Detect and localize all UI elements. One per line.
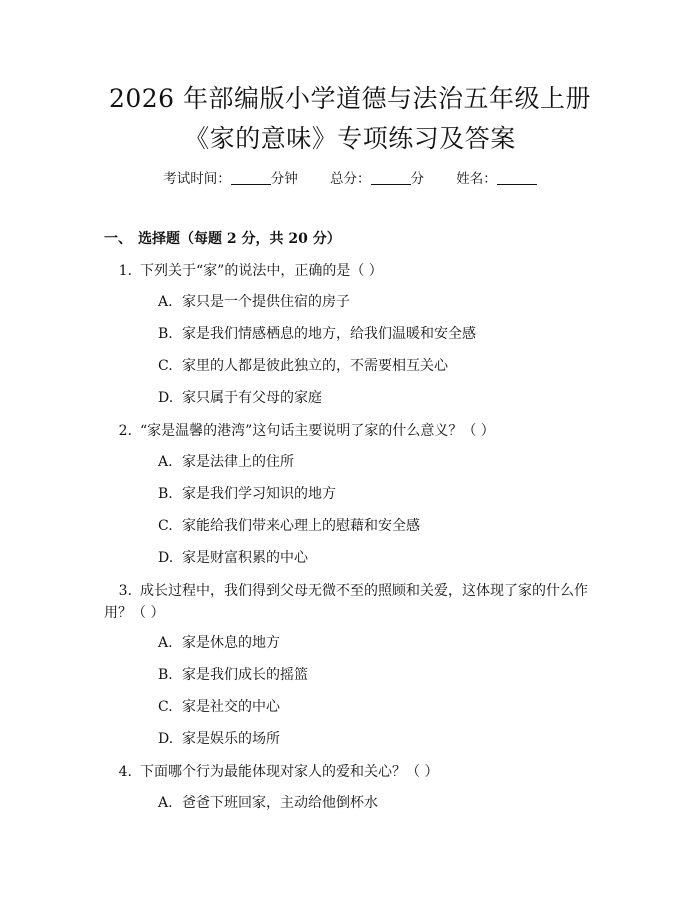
- question-3-option-d: [158, 729, 280, 749]
- question-2-option-c: [158, 516, 420, 536]
- exam-time-unit: 分钟: [270, 171, 298, 187]
- option-text: 家是休息的地方: [182, 635, 280, 651]
- document-title-line1: 2026 年部编版小学道德与法治五年级上册: [108, 84, 592, 113]
- question-1-option-b: [158, 324, 476, 344]
- question-number: 1.: [118, 263, 132, 279]
- question-text: 下面哪个行为最能体现对家人的爱和关心？（ ）: [140, 764, 439, 780]
- question-1-option-d: [158, 388, 322, 408]
- option-letter: A.: [158, 795, 173, 811]
- total-score-label: 总分：: [330, 171, 371, 187]
- document-title-line2: 《家的意味》专项练习及答案: [184, 124, 516, 153]
- option-text: 家是社交的中心: [182, 699, 280, 715]
- option-letter: B.: [158, 326, 173, 342]
- section-title: 选择题（每题 2 分，共 20 分）: [138, 231, 341, 247]
- option-text: 家是法律上的住所: [182, 454, 294, 470]
- question-2: [104, 420, 594, 442]
- name-field: [456, 171, 537, 187]
- option-text: 爸爸下班回家，主动给他倒杯水: [182, 795, 378, 811]
- question-3-option-c: [158, 697, 280, 717]
- question-1-option-a: [158, 292, 350, 312]
- total-score-unit: 分: [410, 171, 424, 187]
- option-letter: B.: [158, 667, 173, 683]
- question-number: 4.: [118, 764, 132, 780]
- exam-time-blank: [231, 170, 271, 185]
- option-letter: C.: [158, 699, 173, 715]
- question-text: 下列关于“家”的说法中，正确的是（ ）: [140, 263, 383, 279]
- option-text: 家只是一个提供住宿的房子: [182, 294, 350, 310]
- question-4: [104, 761, 594, 783]
- question-text-line1: 成长过程中，我们得到父母无微不至的照顾和关爱，这体现了家的什么作: [140, 583, 588, 599]
- option-letter: B.: [158, 486, 173, 502]
- option-text: 家是我们情感栖息的地方，给我们温暖和安全感: [182, 326, 476, 342]
- option-text: 家只属于有父母的家庭: [182, 390, 322, 406]
- question-1: [104, 260, 594, 282]
- option-letter: A.: [158, 294, 173, 310]
- option-text: 家是我们成长的摇篮: [182, 667, 308, 683]
- option-letter: D.: [158, 731, 174, 747]
- question-number: 2.: [118, 423, 132, 439]
- total-score-field: [330, 171, 428, 187]
- option-text: 家是财富积累的中心: [182, 550, 308, 566]
- name-blank: [497, 170, 537, 185]
- option-letter: C.: [158, 358, 173, 374]
- option-letter: D.: [158, 390, 174, 406]
- option-letter: A.: [158, 635, 173, 651]
- option-text: 家是娱乐的场所: [182, 731, 280, 747]
- question-3-continuation: [104, 602, 594, 624]
- option-text: 家是我们学习知识的地方: [182, 486, 336, 502]
- option-letter: A.: [158, 454, 173, 470]
- exam-info-row: [0, 169, 700, 189]
- section-number: 一、: [104, 231, 132, 247]
- question-2-option-b: [158, 484, 336, 504]
- section-heading: [104, 229, 341, 249]
- option-letter: D.: [158, 550, 174, 566]
- question-text: “家是温馨的港湾”这句话主要说明了家的什么意义？（ ）: [140, 423, 495, 439]
- question-3-option-a: [158, 633, 280, 653]
- question-1-option-c: [158, 356, 448, 376]
- total-score-blank: [371, 170, 411, 185]
- question-3-option-b: [158, 665, 308, 685]
- question-2-option-a: [158, 452, 294, 472]
- question-4-option-a: [158, 793, 378, 813]
- question-text-line2: 用？（ ）: [104, 605, 165, 621]
- option-text: 家里的人都是彼此独立的，不需要相互关心: [182, 358, 448, 374]
- question-3: [104, 580, 594, 602]
- option-letter: C.: [158, 518, 173, 534]
- question-2-option-d: [158, 548, 308, 568]
- exam-time-field: [163, 171, 302, 187]
- exam-time-label: 考试时间：: [163, 171, 231, 187]
- question-number: 3.: [118, 583, 132, 599]
- option-text: 家能给我们带来心理上的慰藉和安全感: [182, 518, 420, 534]
- name-label: 姓名：: [456, 171, 497, 187]
